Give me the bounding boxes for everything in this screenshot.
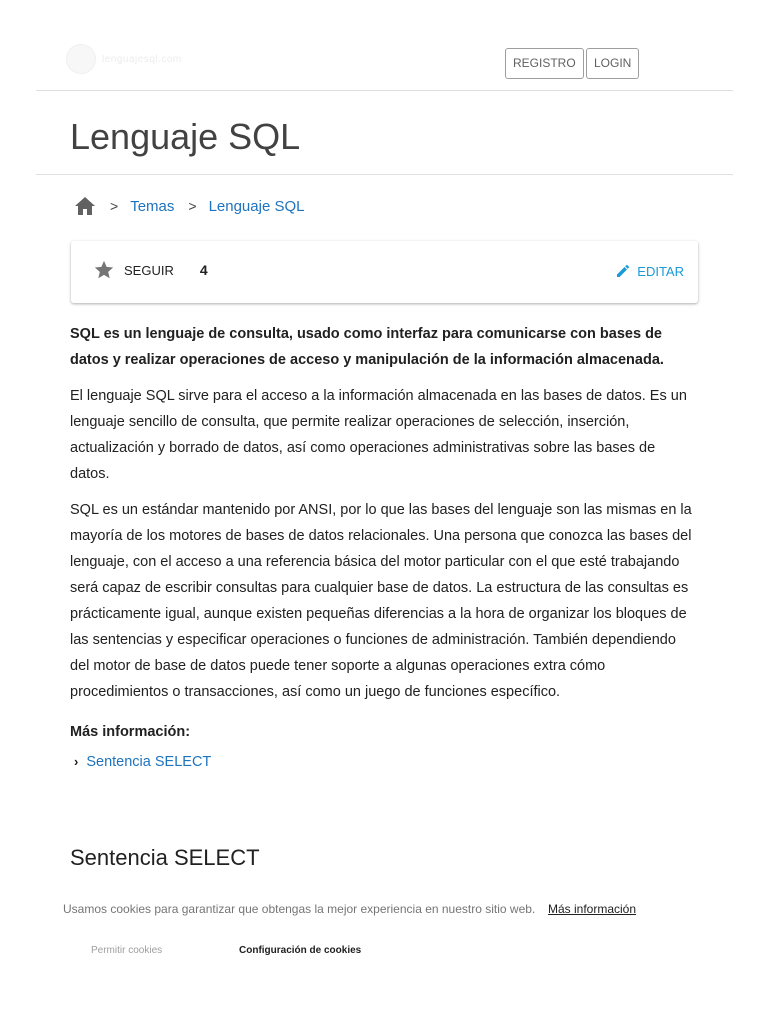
paragraph: SQL es un estándar mantenido por ANSI, por lo que las bases del lenguaje son las mismas en la mayoría de los motores de bases de datos relacionales. Una persona que conozca las bases del lenguaje, con el acceso a una referencia básica del motor particular con el que esté trabajando será capaz de escribir consultas para cualquier base de datos. La estructura de las consultas es prácticamente igual, aunque existen pequeñas diferencias a la hora de organizar los bloques de las sentencias y especificar operaciones o funciones de administración. También dependiendo del motor de base de datos puede tener soporte a algunas operaciones extra cómo procedimientos o transacciones, así como un juego de funciones específico.	[70, 502, 692, 700]
title-section	[36, 92, 733, 175]
chevron-right-icon: ›	[74, 754, 79, 769]
lead-paragraph: SQL es un lenguaje de consulta, usado como interfaz para comunicarse con bases de datos y realizar operaciones de acceso y manipulación de la información almacenada.	[70, 326, 664, 368]
article-content	[70, 321, 698, 775]
list-item	[70, 749, 698, 775]
breadcrumb	[74, 196, 304, 216]
follow-count: 4	[199, 262, 208, 278]
breadcrumb-link-lenguaje-sql[interactable]: Lenguaje SQL	[208, 197, 305, 215]
allow-cookies-button[interactable]: Permitir cookies	[91, 945, 163, 956]
logo-icon	[66, 44, 96, 74]
link-sentencia-select[interactable]: Sentencia SELECT	[86, 754, 212, 770]
star-icon	[93, 259, 115, 281]
topic-toolbar	[71, 241, 698, 303]
edit-label: EDITAR	[637, 263, 684, 279]
home-icon[interactable]	[74, 196, 96, 216]
logo-text: lenguajesql.com	[102, 53, 182, 65]
page-title: Lenguaje SQL	[70, 116, 301, 157]
more-info-list	[70, 749, 698, 775]
follow-button[interactable]	[93, 259, 208, 281]
cookie-banner	[0, 880, 768, 1024]
breadcrumb-link-temas[interactable]: Temas	[130, 197, 175, 215]
site-header	[36, 36, 733, 91]
breadcrumb-separator: >	[110, 198, 119, 214]
cookie-settings-button[interactable]: Configuración de cookies	[239, 945, 362, 956]
site-logo[interactable]	[66, 44, 182, 74]
section-title: Sentencia SELECT	[70, 845, 260, 870]
breadcrumb-separator: >	[188, 198, 197, 214]
more-info-title: Más información:	[70, 724, 191, 740]
edit-button[interactable]	[615, 263, 684, 279]
paragraph: El lenguaje SQL sirve para el acceso a la información almacenada en las bases de datos. Es un lenguaje sencillo de consulta, que permite realizar operaciones de selección, inserción, actualización y borrado de datos, así como operaciones administrativas sobre las bases de datos.	[70, 388, 687, 482]
login-button[interactable]: LOGIN	[586, 48, 639, 79]
follow-label: SEGUIR	[124, 262, 174, 278]
cookie-text: Usamos cookies para garantizar que obtengas la mejor experiencia en nuestro sitio web.	[63, 902, 536, 916]
cookie-more-info-link[interactable]: Más información	[548, 902, 637, 916]
pencil-icon	[615, 263, 631, 279]
registro-button[interactable]: REGISTRO	[505, 48, 584, 79]
